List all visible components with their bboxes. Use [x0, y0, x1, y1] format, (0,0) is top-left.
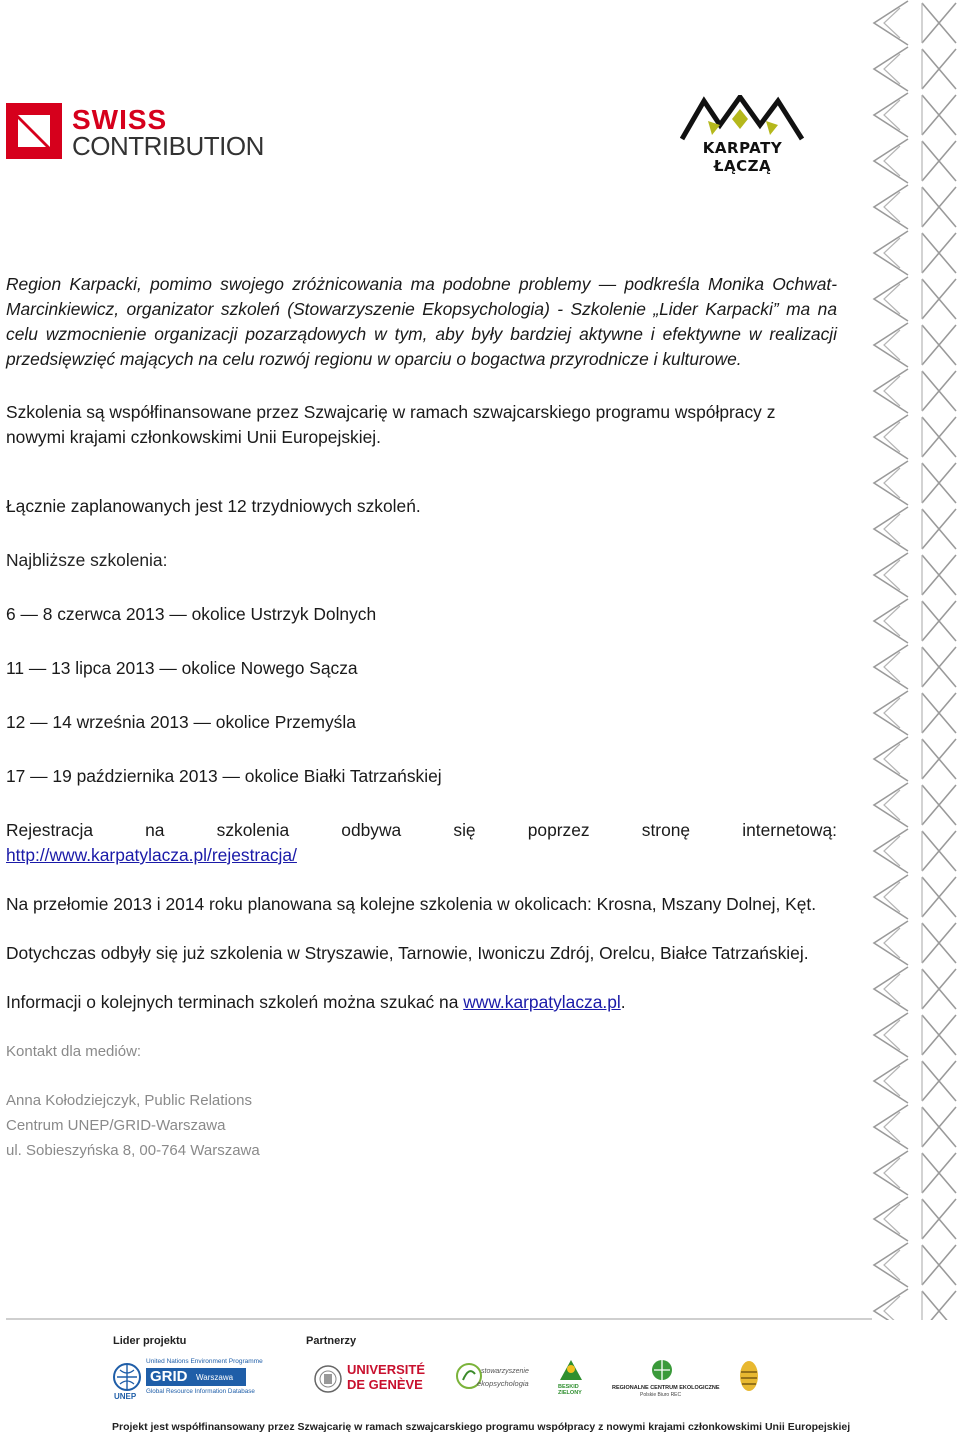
footer: [0, 1318, 875, 1439]
media-contact-heading: Kontakt dla mediów:: [6, 1043, 142, 1060]
media-contact-block: [6, 1088, 837, 1163]
unep-grid-logo: [112, 1358, 263, 1401]
info-end: .: [620, 992, 626, 1012]
swiss-contribution-logo: [6, 103, 276, 163]
leader-label: Lider projektu: [113, 1335, 187, 1347]
rec-globe-icon: [650, 1358, 674, 1382]
beskid-line2: ZIELONY: [558, 1390, 582, 1396]
cofinancing-paragraph: Szkolenia są współfinansowane przez Szwajcarię w ramach szwajcarskiego programu współpracy z nowymi krajami członkowskimi Unii Europejskiej.: [6, 402, 776, 447]
website-link[interactable]: www.karpatylacza.pl: [463, 992, 621, 1012]
bee-emblem-icon: [738, 1358, 760, 1394]
session-item: [6, 710, 837, 735]
completed-trainings-paragraph: Dotychczas odbyły się już szkolenia w Stryszawie, Tarnowie, Iwoniczu Zdrój, Orelcu, Białce Tatrzańskiej.: [6, 943, 809, 963]
beskid-mountain-icon: [558, 1358, 584, 1382]
ekopsychologia-logo: [455, 1358, 535, 1398]
grid-banner: [146, 1368, 246, 1386]
beskid-line1: BESKID: [558, 1384, 579, 1390]
swiss-logo-line2: CONTRIBUTION: [72, 131, 264, 161]
session-item: [6, 764, 837, 789]
eko-line2: ekopsychologia: [477, 1379, 529, 1388]
decorative-border-pattern: [870, 0, 960, 1320]
swiss-logo-line1: SWISS: [72, 104, 168, 135]
intro-paragraph: Region Karpacki, pomimo swojego zróżnicowania ma podobne problemy — podkreśla Monika Ochwat-Marcinkiewicz, organizator szkoleń (Stowarzyszenie Ekopsychologia) - Szkolenie „Lider Karpacki” ma na celu wzmocnienie organizacji pozarządowych w tym, aby były bardziej aktywne i efektywne w realizacji przedsięwzięć mających na celu rozwój regionu w oparciu o bogactwa przyrodnicze i kulturowe.: [6, 274, 837, 369]
grid-city: Warszawa: [196, 1373, 234, 1382]
grid-line2: Global Resource Information Database: [146, 1388, 255, 1395]
grid-name: GRID: [150, 1368, 188, 1385]
swiss-flag-icon: [6, 103, 62, 159]
contact-address: ul. Sobieszyńska 8, 00-764 Warszawa: [6, 1142, 260, 1159]
karpaty-logo-text: KARPATY ŁĄCZĄ: [702, 139, 783, 175]
session-text: 11 — 13 lipca 2013 — okolice Nowego Sącza: [6, 658, 358, 678]
rec-line2: Polskie Biuro REC: [640, 1392, 682, 1398]
partners-label: Partnerzy: [306, 1335, 357, 1347]
planned-trainings-paragraph: Na przełomie 2013 i 2014 roku planowana są kolejne szkolenia w okolicach: Krosna, Mszany Dolnej, Kęt.: [6, 894, 817, 914]
grid-line1: United Nations Environment Programme: [146, 1358, 263, 1365]
rec-logo: [612, 1358, 720, 1398]
registration-link[interactable]: http://www.karpatylacza.pl/rejestracja/: [6, 845, 297, 865]
footer-cofinancing-note: Projekt jest współfinansowany przez Szwajcarię w ramach szwajcarskiego programu współpracy z nowymi krajami członkowskimi Unii Europejskiej: [112, 1421, 851, 1433]
beskid-zielony-logo: [558, 1358, 588, 1398]
unep-label: UNEP: [114, 1392, 137, 1401]
karpaty-laczа-logo: [680, 95, 805, 175]
session-text: 12 — 14 września 2013 — okolice Przemyśla: [6, 712, 356, 732]
mountains-icon: [680, 95, 805, 141]
header: [0, 95, 870, 175]
document-body: [6, 272, 837, 1163]
registration-text: Rejestracja na szkolenia odbywa się poprzez stronę internetową:: [6, 820, 837, 840]
universite-geneve-logo: [313, 1358, 428, 1398]
next-trainings-heading-text: Najbliższe szkolenia:: [6, 550, 168, 570]
contact-name: Anna Kołodziejczyk, Public Relations: [6, 1092, 252, 1109]
total-trainings-paragraph: Łącznie zaplanowanych jest 12 trzydniowych szkoleń.: [6, 496, 421, 516]
info-text: Informacji o kolejnych terminach szkoleń można szukać na: [6, 992, 464, 1012]
session-text: 6 — 8 czerwca 2013 — okolice Ustrzyk Dolnych: [6, 604, 377, 624]
next-trainings-heading: [6, 548, 837, 573]
footer-divider: [6, 1318, 872, 1320]
geneve-line2: DE GENÈVE: [347, 1377, 423, 1392]
geneve-line1: UNIVERSITÉ: [347, 1362, 426, 1377]
info-paragraph: [6, 990, 837, 1015]
geneve-seal-icon: [313, 1364, 343, 1394]
session-item: [6, 602, 837, 627]
bee-emblem-logo: [738, 1358, 762, 1398]
registration-paragraph: [6, 818, 837, 843]
unep-emblem-icon: [112, 1362, 142, 1392]
session-text: 17 — 19 października 2013 — okolice Białki Tatrzańskiej: [6, 766, 442, 786]
contact-organization: Centrum UNEP/GRID-Warszawa: [6, 1117, 226, 1134]
eko-line1: stowarzyszenie: [481, 1368, 529, 1375]
session-item: [6, 656, 837, 681]
rec-line1: REGIONALNE CENTRUM EKOLOGICZNE: [612, 1385, 720, 1391]
